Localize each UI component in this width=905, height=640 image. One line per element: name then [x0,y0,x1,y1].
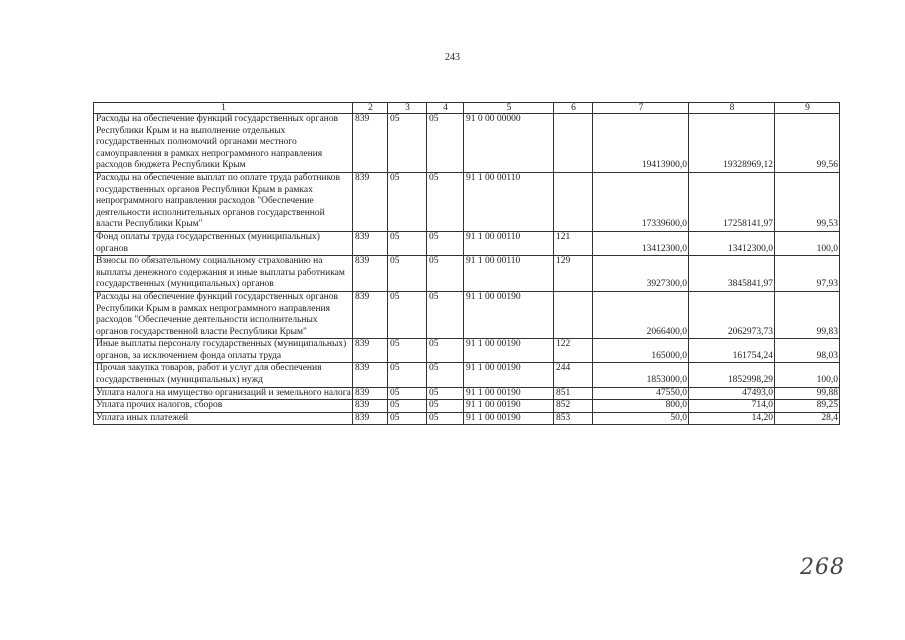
row-percent-cell: 99,83 [775,291,840,338]
row-name-cell: Уплата иных платежей [94,412,353,425]
header-cell-4: 4 [427,103,464,114]
row-subsection-cell: 05 [427,291,464,338]
header-cell-3: 3 [388,103,427,114]
row-admin-code-cell: 839 [353,339,388,363]
row-section-cell: 05 [388,412,427,425]
row-section-cell: 05 [388,400,427,413]
row-expense-type-cell: 121 [554,231,593,255]
row-section-cell: 05 [388,256,427,292]
row-expense-type-cell: 853 [554,412,593,425]
row-target-article-cell: 91 1 00 00190 [464,387,554,400]
row-expense-type-cell [554,172,593,231]
row-subsection-cell: 05 [427,363,464,387]
table-row [94,387,840,400]
table-row [94,231,840,255]
row-expense-type-cell: 129 [554,256,593,292]
row-executed-cell: 13412300,0 [689,231,775,255]
row-name-cell: Расходы на обеспечение функций государственных органов Республики Крым в рамках непрограммного направления расходов "Обеспечение деятельности исполнительных органов государственной власти Республики Крым" [94,291,353,338]
row-name-cell: Расходы на обеспечение выплат по оплате труда работников государственных органов Республики Крым в рамках непрограммного направления расходов "Обеспечение деятельности исполнительных органов государственной власти Республики Крым" [94,172,353,231]
row-executed-cell: 19328969,12 [689,114,775,173]
row-subsection-cell: 05 [427,114,464,173]
row-percent-cell: 100,0 [775,231,840,255]
header-cell-8: 8 [689,103,775,114]
row-planned-cell: 1853000,0 [593,363,689,387]
table-row [94,339,840,363]
row-executed-cell: 714,0 [689,400,775,413]
row-admin-code-cell: 839 [353,172,388,231]
row-planned-cell: 165000,0 [593,339,689,363]
row-target-article-cell: 91 1 00 00190 [464,412,554,425]
row-subsection-cell: 05 [427,400,464,413]
row-section-cell: 05 [388,363,427,387]
row-planned-cell: 47550,0 [593,387,689,400]
row-percent-cell: 99,53 [775,172,840,231]
row-percent-cell: 28,4 [775,412,840,425]
row-name-cell: Фонд оплаты труда государственных (муниципальных) органов [94,231,353,255]
handwritten-page-number: 268 [800,555,845,580]
row-admin-code-cell: 839 [353,363,388,387]
row-section-cell: 05 [388,172,427,231]
row-percent-cell: 100,0 [775,363,840,387]
row-target-article-cell: 91 0 00 00000 [464,114,554,173]
row-percent-cell: 98,03 [775,339,840,363]
row-subsection-cell: 05 [427,412,464,425]
row-admin-code-cell: 839 [353,256,388,292]
row-admin-code-cell: 839 [353,412,388,425]
header-cell-5: 5 [464,103,554,114]
row-subsection-cell: 05 [427,231,464,255]
row-expense-type-cell: 851 [554,387,593,400]
row-subsection-cell: 05 [427,172,464,231]
row-target-article-cell: 91 1 00 00190 [464,400,554,413]
row-expense-type-cell: 852 [554,400,593,413]
row-executed-cell: 47493,0 [689,387,775,400]
row-name-cell: Взносы по обязательному социальному страхованию на выплаты денежного содержания и иные выплаты работникам государственных (муниципальных) органов [94,256,353,292]
table-header-row [94,103,840,114]
row-executed-cell: 2062973,73 [689,291,775,338]
row-planned-cell: 800,0 [593,400,689,413]
row-executed-cell: 17258141,97 [689,172,775,231]
row-target-article-cell: 91 1 00 00110 [464,256,554,292]
row-target-article-cell: 91 1 00 00190 [464,363,554,387]
header-cell-6: 6 [554,103,593,114]
row-subsection-cell: 05 [427,339,464,363]
row-percent-cell: 99,56 [775,114,840,173]
row-target-article-cell: 91 1 00 00190 [464,291,554,338]
row-admin-code-cell: 839 [353,387,388,400]
header-cell-1: 1 [94,103,353,114]
header-cell-7: 7 [593,103,689,114]
row-admin-code-cell: 839 [353,231,388,255]
table-row [94,172,840,231]
row-name-cell: Уплата налога на имущество организаций и земельного налога [94,387,353,400]
row-name-cell: Иные выплаты персоналу государственных (муниципальных) органов, за исключением фонда оплаты труда [94,339,353,363]
row-planned-cell: 3927300,0 [593,256,689,292]
row-planned-cell: 19413900,0 [593,114,689,173]
row-executed-cell: 3845841,97 [689,256,775,292]
table-row [94,114,840,173]
row-subsection-cell: 05 [427,387,464,400]
row-admin-code-cell: 839 [353,400,388,413]
header-cell-9: 9 [775,103,840,114]
page-number: 243 [445,52,460,63]
row-planned-cell: 17339600,0 [593,172,689,231]
table-row [94,363,840,387]
row-expense-type-cell [554,291,593,338]
row-name-cell: Расходы на обеспечение функций государственных органов Республики Крым и на выполнение отдельных государственных полномочий органами местного самоуправления в рамках непрограммного направления расходов бюджета Республики Крым [94,114,353,173]
table-row [94,400,840,413]
row-executed-cell: 14,20 [689,412,775,425]
row-section-cell: 05 [388,339,427,363]
table-row [94,412,840,425]
row-percent-cell: 89,25 [775,400,840,413]
table-row [94,291,840,338]
row-target-article-cell: 91 1 00 00190 [464,339,554,363]
row-admin-code-cell: 839 [353,114,388,173]
row-name-cell: Уплата прочих налогов, сборов [94,400,353,413]
row-executed-cell: 161754,24 [689,339,775,363]
row-percent-cell: 99,88 [775,387,840,400]
row-expense-type-cell [554,114,593,173]
table-row [94,256,840,292]
row-subsection-cell: 05 [427,256,464,292]
row-section-cell: 05 [388,114,427,173]
row-target-article-cell: 91 1 00 00110 [464,231,554,255]
row-executed-cell: 1852998,29 [689,363,775,387]
row-expense-type-cell: 122 [554,339,593,363]
row-planned-cell: 50,0 [593,412,689,425]
row-section-cell: 05 [388,291,427,338]
header-cell-2: 2 [353,103,388,114]
row-planned-cell: 13412300,0 [593,231,689,255]
row-section-cell: 05 [388,387,427,400]
row-expense-type-cell: 244 [554,363,593,387]
row-name-cell: Прочая закупка товаров, работ и услуг для обеспечения государственных (муниципальных) нужд [94,363,353,387]
budget-table [93,102,840,425]
row-section-cell: 05 [388,231,427,255]
row-percent-cell: 97,93 [775,256,840,292]
row-target-article-cell: 91 1 00 00110 [464,172,554,231]
row-admin-code-cell: 839 [353,291,388,338]
row-planned-cell: 2066400,0 [593,291,689,338]
